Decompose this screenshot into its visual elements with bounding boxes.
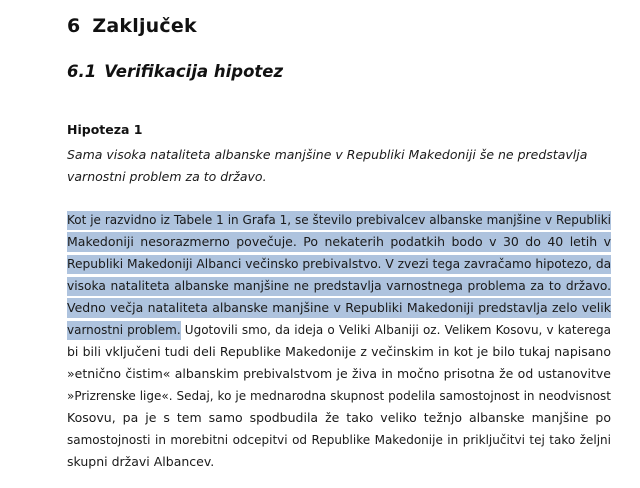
paragraph-line: bi bili vključeni tudi deli Republike Makedonije z večinskim in kot je bilo tukaj napisano bbox=[67, 344, 611, 359]
chapter-title: Zaključek bbox=[92, 15, 197, 37]
section-number: 6.1 bbox=[67, 62, 97, 81]
paragraph-line: Kosovu, pa je s tem samo spodbudila že tako veliko težnjo albanske manjšine po bbox=[67, 410, 611, 425]
chapter-number: 6 bbox=[67, 15, 81, 37]
paragraph-line bbox=[67, 297, 611, 319]
hypothesis-line: varnostni problem za to državo. bbox=[67, 169, 267, 184]
highlighted-text[interactable]: varnostni problem. bbox=[67, 321, 181, 340]
paragraph-line: »Prizrenske lige«. Sedaj, ko je mednarodna skupnost podelila samostojnost in neodvisnost bbox=[67, 389, 611, 403]
highlighted-text[interactable]: Vedno večja nataliteta albanske manjšine v Republiki Makedoniji predstavlja zelo velik bbox=[67, 298, 611, 318]
paragraph-line bbox=[67, 231, 611, 253]
highlighted-text[interactable]: Kot je razvidno iz Tabele 1 in Grafa 1, se število prebivalcev albanske manjšine v Republiki bbox=[67, 211, 611, 230]
hypothesis-statement bbox=[67, 144, 609, 188]
hypothesis-label: Hipoteza 1 bbox=[67, 122, 143, 137]
conclusion-paragraph bbox=[67, 209, 611, 473]
paragraph-line bbox=[67, 253, 611, 275]
paragraph-line bbox=[67, 209, 611, 231]
highlighted-text[interactable]: Makedoniji nesorazmerno povečuje. Po nekaterih podatkih bodo v 30 do 40 letih v bbox=[67, 232, 611, 252]
highlighted-text[interactable]: Republiki Makedoniji Albanci večinsko prebivalstvo. V zvezi tega zavračamo hipotezo, da bbox=[67, 255, 611, 274]
paragraph-line bbox=[67, 319, 611, 341]
paragraph-text: Ugotovili smo, da ideja o Veliki Albaniji oz. Velikem Kosovu, v katerega bbox=[180, 323, 611, 337]
paragraph-line: skupni državi Albancev. bbox=[67, 454, 215, 469]
chapter-heading bbox=[67, 15, 197, 37]
paragraph-line bbox=[67, 275, 611, 297]
paragraph-line: samostojnosti in morebitni odcepitvi od Republike Makedonije in priključitvi tej tako željni bbox=[67, 433, 611, 447]
section-title: Verifikacija hipotez bbox=[104, 62, 284, 81]
section-heading bbox=[67, 62, 283, 81]
paragraph-line: »etnično čistim« albanskim prebivalstvom je živa in močno prisotna že od ustanovitve bbox=[67, 366, 611, 381]
highlighted-text[interactable]: visoka nataliteta albanske manjšine ne predstavlja varnostnega problema za to državo. bbox=[67, 277, 611, 296]
hypothesis-line: Sama visoka nataliteta albanske manjšine v Republiki Makedoniji še ne predstavlja bbox=[67, 147, 588, 162]
